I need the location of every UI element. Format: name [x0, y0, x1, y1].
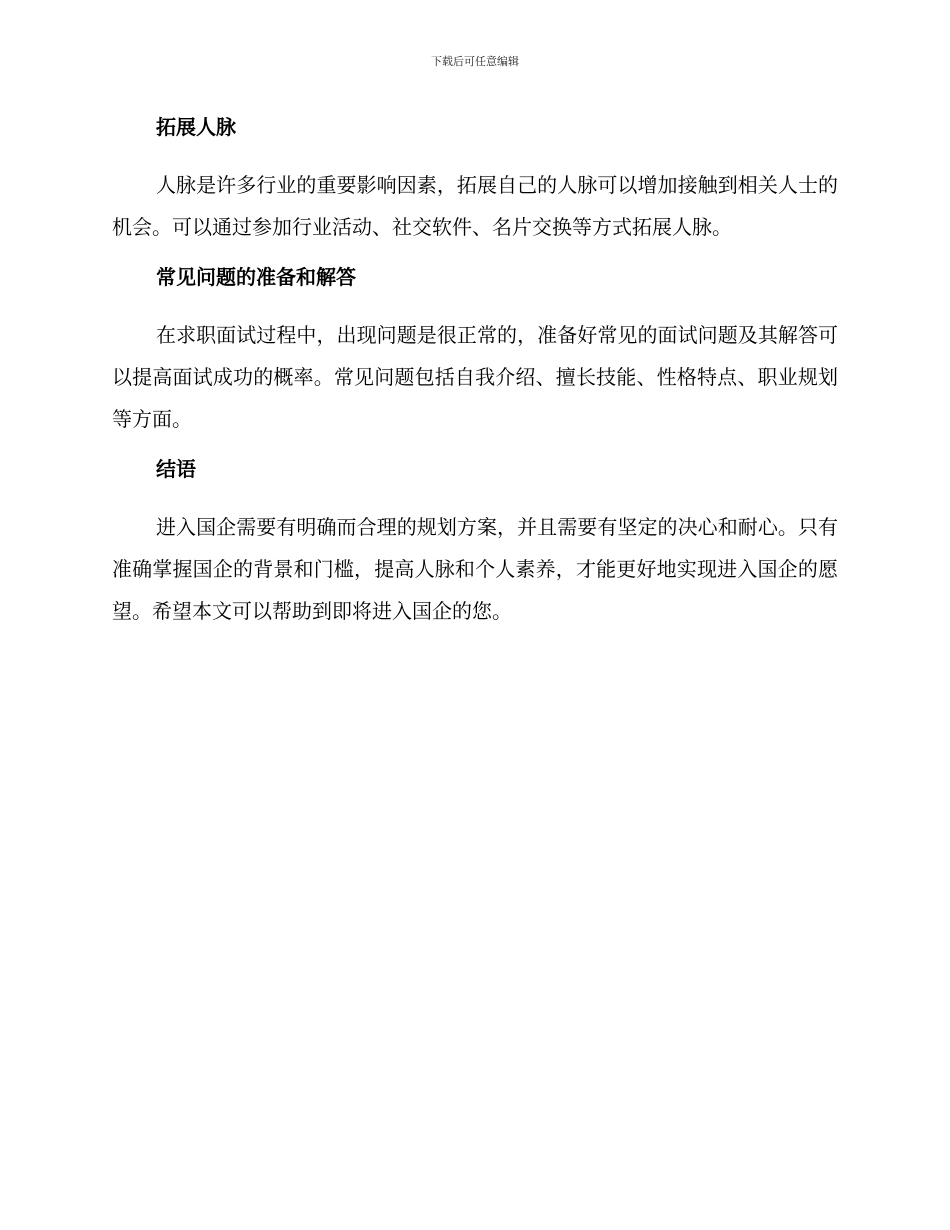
section-paragraph-conclusion: 进入国企需要有明确而合理的规划方案，并且需要有坚定的决心和耐心。只有准确掌握国企的背景和门槛，提高人脉和个人素养，才能更好地实现进入国企的愿望。希望本文可以帮助到即将进入国企的您。	[112, 515, 838, 623]
section-title-expand-network: 拓展人脉	[156, 115, 236, 139]
section-paragraph-expand-network: 人脉是许多行业的重要影响因素，拓展自己的人脉可以增加接触到相关人士的机会。可以通过参加行业活动、社交软件、名片交换等方式拓展人脉。	[112, 173, 838, 239]
section-title-common-questions: 常见问题的准备和解答	[156, 265, 356, 289]
document-body	[112, 110, 838, 632]
section-title-conclusion: 结语	[156, 457, 196, 481]
section-paragraph-common-questions: 在求职面试过程中，出现问题是很正常的，准备好常见的面试问题及其解答可以提高面试成功的概率。常见问题包括自我介绍、擅长技能、性格特点、职业规划等方面。	[112, 323, 838, 431]
page-header: 下载后可任意编辑	[431, 55, 519, 68]
